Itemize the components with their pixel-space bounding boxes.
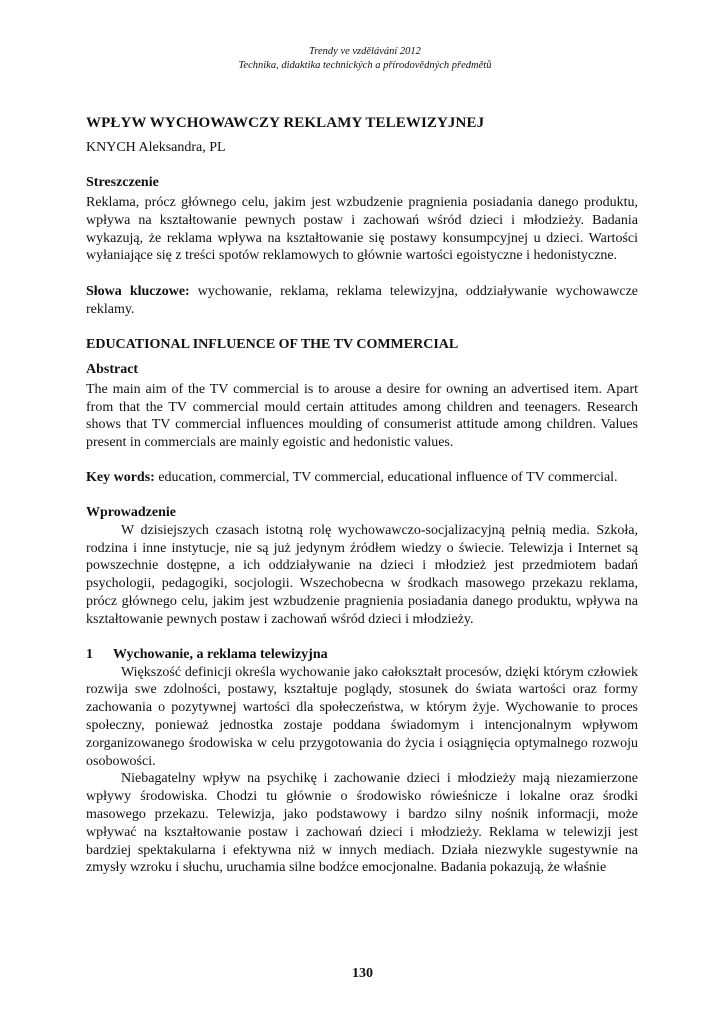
- running-header: [86, 0, 644, 73]
- page-number: 130: [352, 966, 373, 981]
- section-1-paragraph-2: Niebagatelny wpływ na psychikę i zachowanie dzieci i młodzieży mają niezamierzone wpływy środowiska. Chodzi tu głównie o środowisko rówieśnicze i lokalne oraz środki masowego przekazu. Telewizja, jako podstawowy i bardzo silny nośnik informacji, może wpływać na kształtowanie postaw i zachowań dzieci i młodzieży. Reklama w telewizji jest bardziej spektakularna i efektywna niż w innych mediach. Działa niezwykle sugestywnie na zmysły wzroku i słuchu, uruchamia silne bodźce emocjonalne. Badania pokazują, że właśnie: [86, 771, 638, 876]
- key-words: [86, 469, 638, 487]
- slowa-kluczowe-label: Słowa kluczowe:: [86, 284, 190, 300]
- section-1-title: Wychowanie, a reklama telewizyjna: [113, 646, 328, 662]
- section-1-number: 1: [86, 646, 93, 662]
- streszczenie-text: Reklama, prócz głównego celu, jakim jest wzbudzenie pragnienia posiadania danego produktu, wpływa na kształtowanie pewnych postaw i zachowań wśród dzieci i młodzieży. Badania wykazują, że reklama wpływa na kształtowanie się postawy konsumpcyjnej u dzieci. Wartości wyłaniające się z treści spotów reklamowych to głównie wartości egoistyczne i hedonistyczne.: [86, 195, 638, 264]
- english-title: EDUCATIONAL INFLUENCE OF THE TV COMMERCIAL: [86, 336, 459, 352]
- streszczenie-heading: Streszczenie: [86, 175, 159, 190]
- paper-title: WPŁYW WYCHOWAWCZY REKLAMY TELEWIZYJNEJ: [86, 115, 485, 131]
- wprowadzenie-heading: Wprowadzenie: [86, 504, 176, 520]
- key-words-label: Key words:: [86, 469, 155, 485]
- abstract-text: The main aim of the TV commercial is to arouse a desire for owning an advertised item. Apart from that the TV commercial mould certain attitudes among children and teenagers. Research shows that TV commercial influences moulding of consumerist attitude among children. Values present in commercials are mainly egoistic and hedonistic values.: [86, 381, 638, 451]
- slowa-kluczowe: [86, 283, 638, 319]
- header-line-2: Technika, didaktika technických a přírodovědných předmětů: [238, 60, 492, 71]
- key-words-text: education, commercial, TV commercial, educational influence of TV commercial.: [154, 469, 618, 485]
- wprowadzenie-text: W dzisiejszych czasach istotną rolę wychowawczo-socjalizacyjną pełnią media. Szkoła, rodzina i inne instytucje, nie są już jedynym źródłem wiedzy o świecie. Telewizja i Internet są powszechnie dostępne, a ich oddziaływanie na dzieci i młodzież jest przedmiotem badań psychologii, pedagogiki, socjologii. Wszechobecna w środkach masowego przekazu reklama, prócz głównego celu, jakim jest wzbudzenie pragnienia posiadania danego produktu, wpływa na kształtowanie pewnych postaw i zachowań wśród dzieci i młodzieży.: [86, 522, 638, 627]
- abstract-heading: Abstract: [86, 361, 139, 377]
- slowa-kluczowe-text: wychowanie, reklama, reklama telewizyjna, oddziaływanie wychowawcze reklamy.: [86, 284, 638, 317]
- section-1-paragraph-1: Większość definicji określa wychowanie jako całokształt procesów, dzięki którym człowiek rozwija swe zdolności, postawy, kształtuje poglądy, stosunek do świata wartości oraz formy zachowania o pozytywnej wartości dla społeczeństwa, w którym żyje. Wychowanie to proces społeczny, ponieważ jednostka zostaje poddana świadomym i intencjonalnym wpływom zorganizowanego środowiska w celu przygotowania do życia i osiągnięcia optymalnego rozwoju osobowości.: [86, 664, 638, 769]
- author: KNYCH Aleksandra, PL: [86, 140, 226, 155]
- section-1-heading: [86, 646, 638, 664]
- header-line-1: Trendy ve vzdělávání 2012: [309, 46, 421, 57]
